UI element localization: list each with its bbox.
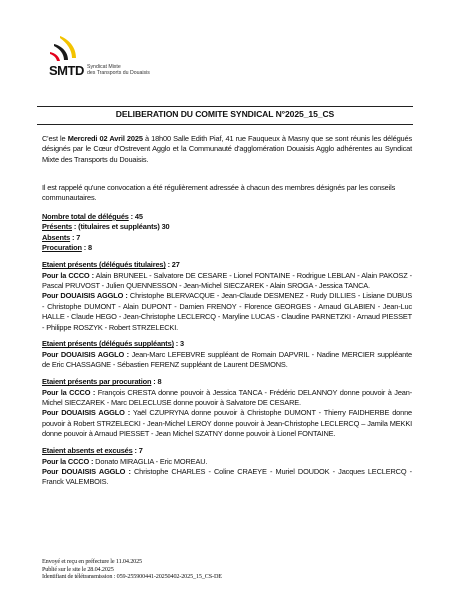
count-proxy-value: : 8 — [81, 243, 92, 253]
count-total — [42, 212, 412, 222]
section-absents — [42, 446, 412, 488]
count-total-label: Nombre total de délégués — [42, 212, 129, 221]
logo-subtitle-line-2: des Transports du Douaisis — [87, 70, 150, 76]
section-count: : 27 — [165, 260, 180, 270]
logo-subtitle — [87, 64, 167, 76]
count-absent — [42, 233, 412, 243]
count-present-value: : (titulaires et suppléants) 30 — [72, 222, 170, 232]
title-box — [37, 106, 413, 125]
section-heading — [42, 377, 412, 387]
count-proxy-label: Procuration — [42, 243, 82, 253]
count-total-value: : 45 — [128, 212, 143, 221]
section-heading-label: Etaient absents et excusés — [42, 446, 133, 456]
logo-swoosh-icon — [46, 34, 86, 66]
ccco-label: Pour la CCCO : — [42, 456, 94, 466]
count-present — [42, 222, 412, 232]
section-heading-label: Etaient présents (délégués suppléants) — [42, 339, 174, 349]
ccco-label: Pour la CCCO : — [42, 387, 96, 397]
ccco-members — [42, 457, 412, 467]
douaisis-members — [42, 350, 412, 371]
section-titulaires — [42, 260, 412, 333]
section-count: : 7 — [132, 446, 143, 456]
page-title: DELIBERATION DU COMITE SYNDICAL N°2025_15_CS — [115, 109, 335, 119]
section-heading-label: Etaient présents (délégués titulaires) — [42, 260, 166, 270]
douaisis-label: Pour DOUAISIS AGGLO : — [42, 408, 131, 418]
logo-subtitle-line-1: Syndicat Mixte — [87, 64, 121, 70]
smtd-logo — [46, 34, 166, 80]
intro-text-b: à 18h00 Salle Edith Piaf, 41 rue Fauqueux à Masny que se sont réunis les délégués désignés par le Cœur d'Ostrevent Agglo et la Communauté d'agglomération Douaisis Agglo adhérentes au Syndicat Mixte des Transports du Douaisis. — [42, 134, 412, 164]
count-proxy — [42, 243, 412, 253]
ccco-members — [42, 271, 412, 292]
section-count: : 8 — [151, 377, 162, 387]
count-absent-label: Absents — [42, 232, 71, 242]
douaisis-members — [42, 467, 412, 488]
douaisis-text: Yaël CZUPRYNA donne pouvoir à Christophe DUMONT - Thierry FAIDHERBE donne pouvoir à Robert STRZELECKI - Jean-Michel LEROY donne pouvoir à Jean-Christophe LECLERCQ – Jamila MEKKI donne pouvoir à Arnaud PIESSET - Jean Michel SZATNY donne pouvoir à Lionel FONTAINE. — [42, 408, 412, 439]
ccco-text: François CRESTA donne pouvoir à Jessica TANCA - Frédéric DELANNOY donne pouvoir à Jean-Michel SIECZAREK - Marc DELECLUSE donne pouvoir à Salvatore DE CESARE. — [42, 387, 413, 407]
douaisis-members — [42, 408, 412, 439]
section-heading — [42, 339, 412, 349]
ccco-text: Alain BRUNEEL - Salvatore DE CESARE - Lionel FONTAINE - Rodrigue LEBLAN - Alain PAKOSZ - Pascal PRUVOST - Julien QUENNESSON - Jean-Michel SIECZAREK - Alain SROGA - Jessica TANCA. — [42, 270, 412, 290]
meeting-date: Mercredi 02 Avril 2025 — [67, 134, 143, 143]
douaisis-members — [42, 291, 412, 333]
ccco-label: Pour la CCCO : — [42, 270, 94, 280]
douaisis-text: Christophe BLERVACQUE - Jean-Claude DESMENEZ - Rudy DILLIES - Lisiane DUBUS - Christophe DUMONT - Alain DUPONT - Damien FRENOY - Florence GEORGES - Arnaud GLABIEN - Jean-Luc HALLE - Claude HEGO - Jean-Christophe LECLERCQ - Maryline LUCAS - Claudine PARNETZKI - Arnaud PIESSET - Philippe ROSZYK - Robert STRZELECKI. — [42, 291, 412, 332]
attendance-details — [42, 212, 412, 488]
section-heading-label: Etaient présents par procuration — [42, 377, 152, 387]
douaisis-text: Christophe CHARLES - Coline CRAEYE - Muriel DOUDOK - Jacques LECLERCQ - Franck VALEMBOIS. — [42, 466, 412, 487]
footer-identifier-line: Identifiant de télétransmission : 059-255900441-20250402-2025_15_CS-DE — [42, 573, 222, 581]
douaisis-label: Pour DOUAISIS AGGLO : — [42, 291, 128, 301]
count-absent-value: : 7 — [70, 232, 81, 242]
footer-sent-line: Envoyé et reçu en préfecture le 11.04.2025 — [42, 558, 142, 565]
ccco-members — [42, 388, 412, 409]
logo-text: SMTD — [49, 63, 84, 78]
ccco-text: Donato MIRAGLIA - Eric MOREAU. — [93, 456, 208, 466]
section-heading — [42, 260, 412, 270]
section-suppleants — [42, 339, 412, 370]
section-heading — [42, 446, 412, 456]
intro-paragraph — [42, 134, 412, 165]
section-count: : 3 — [173, 339, 184, 349]
douaisis-text: Jean-Marc LEFEBVRE suppléant de Romain DAPVRIL - Nadine MERCIER suppléante de Eric CHASSAGNE - Sébastien FERENZ suppléant de Laurent DESMONS. — [42, 349, 412, 370]
transmission-footer — [42, 558, 222, 581]
douaisis-label: Pour DOUAISIS AGGLO : — [42, 349, 129, 359]
reminder-paragraph: Il est rappelé qu'une convocation a été régulièrement adressée à chacun des membres désignés par les conseils communautaires. — [42, 183, 396, 203]
intro-text-a: C'est le — [42, 134, 68, 143]
douaisis-label: Pour DOUAISIS AGGLO : — [42, 466, 131, 476]
section-procuration — [42, 377, 412, 439]
footer-published-line: Publié sur le site le 28.04.2025 — [42, 565, 114, 573]
count-present-label: Présents — [42, 222, 73, 232]
